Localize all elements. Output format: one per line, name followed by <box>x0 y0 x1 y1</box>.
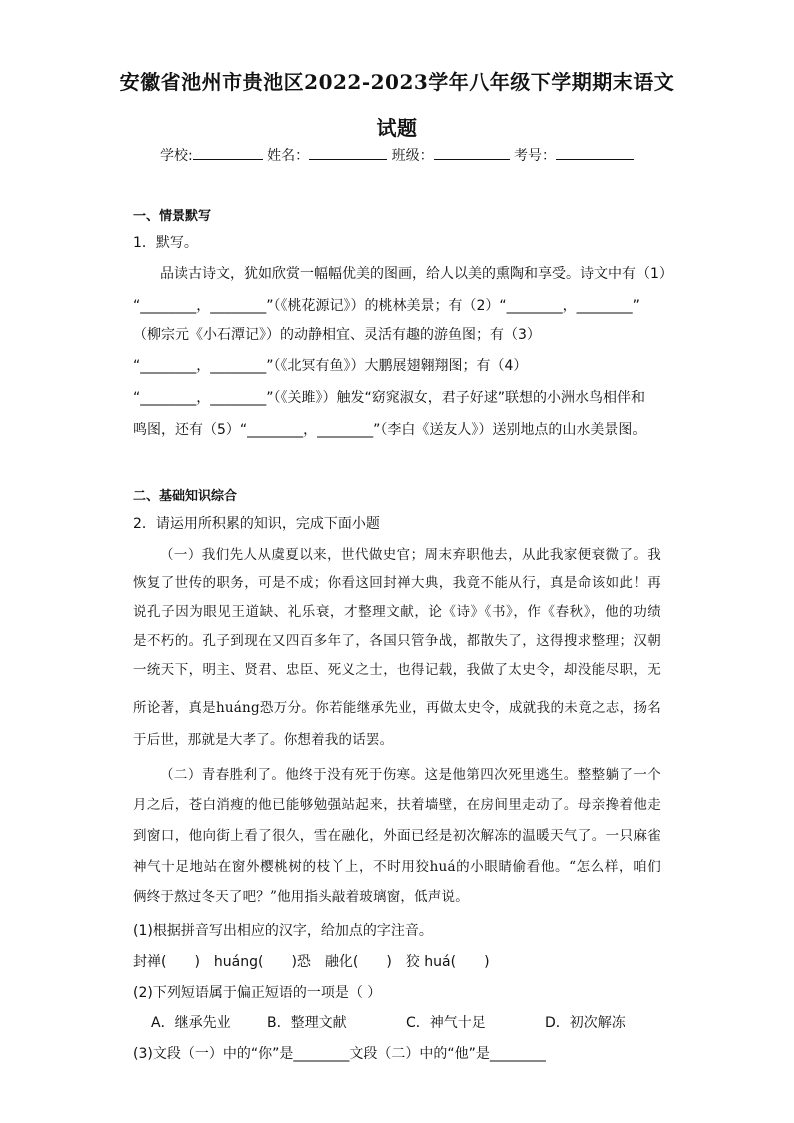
subquestion2-options <box>151 1013 671 1033</box>
section2-heading: 二、基础知识综合 <box>133 489 238 504</box>
subquestion1: (1)根据拼音写出相应的汉字，给加点的字注音。 <box>133 923 433 939</box>
passage1-line: （一）我们先人从虞夏以来，世代做史官；周末弃职他去，从此我家便衰微了。我 <box>160 547 661 563</box>
subquestion2: (2)下列短语属于偏正短语的一项是（ ） <box>133 985 382 1001</box>
passage2-line: 神气十足地站在窗外樱桃树的枝丫上，不时用狡huá的小眼睛偷看他。“怎么样，咱们 <box>133 859 661 875</box>
question2-label: 2．请运用所积累的知识，完成下面小题 <box>133 516 380 532</box>
passage1-line: 说孔子因为眼见王道缺、礼乐衰，才整理文献，论《诗》《书》，作《春秋》，他的功绩 <box>133 604 661 620</box>
class-label: 班级： <box>391 148 434 164</box>
passage1-line: 是不朽的。孔子到现在又四百多年了，各国只管争战，都散失了，这得搜求整理；汉朝 <box>133 633 661 649</box>
passage1-line: 所论著，真是huáng恐万分。你若能继承先业，再做太史令，成就我的未竟之志，扬名 <box>133 700 661 716</box>
q1-text-line: “________，________”（《关雎》）触发“窈窕淑女，君子好逑”联想的小洲水鸟相伴和 <box>133 390 646 406</box>
passage2-line: 月之后，苍白消瘦的他已能够勉强站起来，扶着墙壁，在房间里走动了。母亲搀着他走 <box>133 797 661 813</box>
exam-title-line1: 安徽省池州市贵池区2022-2023学年八年级下学期期末语文 <box>119 70 675 94</box>
class-blank <box>434 147 510 160</box>
passage2-line: （二）青春胜利了。他终于没有死于伤寒。这是他第四次死里逃生。整整躺了一个 <box>160 767 661 783</box>
name-label: 姓名： <box>267 148 310 164</box>
option-a: A．继承先业 <box>151 1015 231 1031</box>
q1-text-line: （柳宗元《小石潭记》）的动静相宜、灵活有趣的游鱼图；有（3） <box>133 327 541 343</box>
exam-no-blank <box>556 147 634 160</box>
question1-label: 1．默写。 <box>133 235 198 251</box>
q1-text-line: “________，________”（《桃花源记》）的桃林美景；有（2）“________，________” <box>133 298 640 314</box>
name-blank <box>309 147 387 160</box>
option-c: C．神气十足 <box>406 1015 486 1031</box>
subquestion3: (3)文段（一）中的“你”是________文段（二）中的“他”是________ <box>133 1046 546 1062</box>
q1-text-line: 鸣图，还有（5）“________，________”（李白《送友人》）送别地点的山水美景图。 <box>133 422 647 438</box>
passage2-line: 到窗口，他向街上看了很久，雪在融化，外面已经是初次解冻的温暖天气了。一只麻雀 <box>133 828 661 844</box>
passage1-line: 一统天下，明主、贤君、忠臣、死义之士，也得记载，我做了太史令，却没能尽职，无 <box>133 662 661 678</box>
passage1-line: 于后世，那就是大孝了。你想着我的话罢。 <box>133 732 394 748</box>
student-info-row <box>0 145 794 165</box>
option-d: D．初次解冻 <box>545 1015 626 1031</box>
school-blank <box>193 147 263 160</box>
q1-text-line: “________，________”（《北冥有鱼》）大鹏展翅翱翔图；有（4） <box>133 358 528 374</box>
section1-heading: 一、情景默写 <box>133 209 212 224</box>
exam-no-label: 考号： <box>514 148 557 164</box>
q1-text-line: 品读古诗文，犹如欣赏一幅幅优美的图画，给人以美的熏陶和享受。诗文中有（1） <box>160 266 673 282</box>
passage1-line: 恢复了世传的职务，可是不成；你看这回封禅大典，我竟不能从行，真是命该如此！再 <box>133 575 661 591</box>
exam-title-line2: 试题 <box>376 116 418 140</box>
passage2-line: 俩终于熬过冬天了吧？”他用指头敲着玻璃窗，低声说。 <box>133 889 469 905</box>
school-label: 学校: <box>159 148 193 164</box>
option-b: B．整理文献 <box>267 1015 347 1031</box>
subquestion1-items: 封禅( ) huáng( )恐 融化( ) 狡 huá( ) <box>133 954 490 970</box>
